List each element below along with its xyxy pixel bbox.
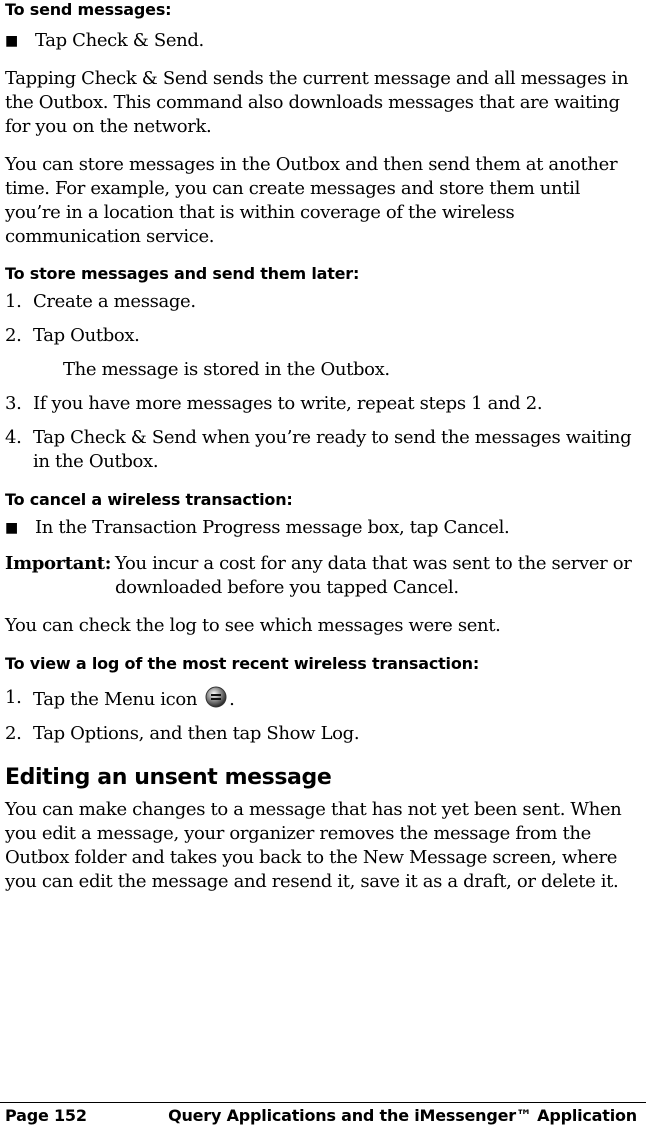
send-paragraph-2: You can store messages in the Outbox and then send them at another time. For example, you can create messages and store them until you’re in a location that is within coverage of the wireless communication service.	[5, 154, 618, 247]
step-text: Create a message.	[33, 291, 196, 312]
step-text: Tap Check & Send when you’re ready to send the messages waiting in the Outbox.	[33, 427, 632, 472]
step-number: 2.	[5, 723, 22, 744]
page-footer	[5, 1106, 637, 1125]
bullet-icon: ■	[5, 33, 18, 49]
step-text: Tap Outbox.	[33, 325, 140, 346]
send-paragraph-1: Tapping Check & Send sends the current message and all messages in the Outbox. This command also downloads messages that are waiting for you on the network.	[5, 68, 629, 137]
send-step	[5, 29, 637, 53]
step-text: Tap Options, and then tap Show Log.	[33, 723, 360, 744]
important-label: Important:	[5, 553, 112, 574]
step-text-main: Tap the Menu icon	[33, 689, 198, 710]
cancel-heading: To cancel a wireless transaction:	[5, 490, 293, 509]
editing-heading: Editing an unsent message	[5, 765, 332, 790]
important-note	[5, 552, 637, 600]
store-note: The message is stored in the Outbox.	[63, 359, 390, 380]
chapter-title: Query Applications and the iMessenger™ Application	[168, 1106, 637, 1125]
step-number: 1.	[5, 687, 22, 708]
store-step-2	[5, 324, 637, 348]
important-text: You incur a cost for any data that was sent to the server or downloaded before you tapped Cancel.	[115, 553, 632, 598]
footer-rule	[0, 1102, 646, 1103]
step-text	[33, 686, 234, 712]
step-text: If you have more messages to write, repeat steps 1 and 2.	[33, 393, 543, 414]
editing-paragraph: You can make changes to a message that has not yet been sent. When you edit a message, your organizer removes the message from the Outbox folder and takes you back to the New Message screen, where you can edit the message and resend it, save it as a draft, or delete it.	[5, 799, 622, 892]
send-step-text: Tap Check & Send.	[35, 30, 204, 51]
page-number: Page 152	[5, 1106, 87, 1125]
store-step-1	[5, 290, 637, 314]
menu-icon	[205, 686, 227, 708]
step-number: 1.	[5, 291, 22, 312]
step-number: 2.	[5, 325, 22, 346]
send-heading: To send messages:	[5, 0, 172, 19]
store-step-3	[5, 392, 637, 416]
store-heading: To store messages and send them later:	[5, 264, 360, 283]
step-number: 4.	[5, 427, 22, 448]
cancel-paragraph: You can check the log to see which messages were sent.	[5, 615, 501, 636]
log-step-2	[5, 722, 637, 746]
cancel-step	[5, 516, 637, 540]
log-heading: To view a log of the most recent wireless transaction:	[5, 654, 480, 673]
cancel-step-text: In the Transaction Progress message box, tap Cancel.	[35, 517, 510, 538]
step-number: 3.	[5, 393, 22, 414]
log-step-1	[5, 686, 637, 712]
step-text-suffix: .	[229, 689, 235, 710]
bullet-icon: ■	[5, 520, 18, 536]
document-page	[5, 0, 637, 894]
store-step-4	[5, 426, 637, 474]
